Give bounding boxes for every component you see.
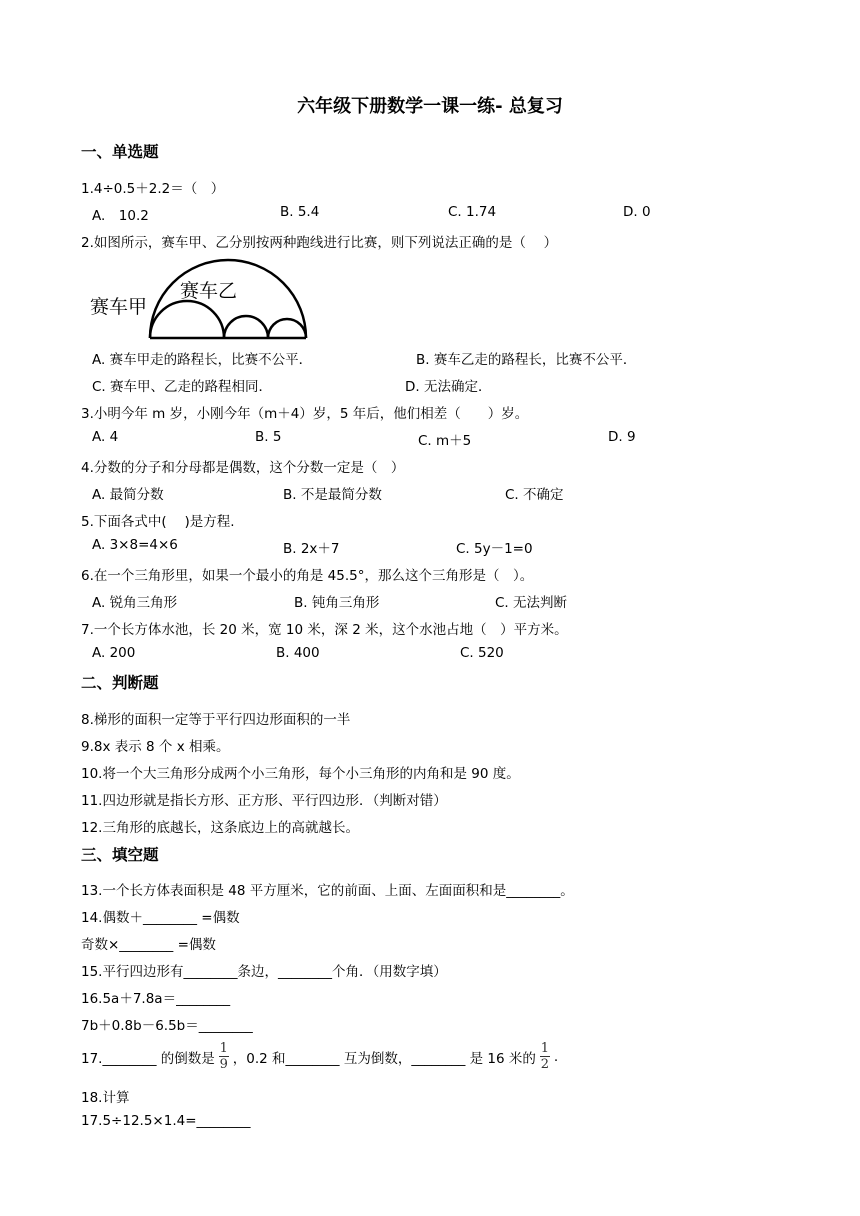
section-heading-fill-blank: 三、填空题 <box>81 846 159 864</box>
q6-option-a: A. 锐角三角形 <box>92 595 178 611</box>
q1-option-d: D. 0 <box>623 204 651 220</box>
q7-option-c: C. 520 <box>460 645 504 661</box>
question-13: 13.一个长方体表面积是 48 平方厘米，它的前面、上面、左面面积和是________。 <box>81 883 574 899</box>
question-6: 6.在一个三角形里，如果一个最小的角是 45.5°，那么这个三角形是（ ）。 <box>81 568 534 584</box>
question-14-line-2: 奇数×________ =偶数 <box>81 937 216 953</box>
q2-option-b: B. 赛车乙走的路程长，比赛不公平． <box>416 352 637 368</box>
section-heading-single-choice: 一、单选题 <box>81 143 159 161</box>
q3-option-b: B. 5 <box>255 429 282 445</box>
fraction-numerator: 1 <box>540 1041 550 1056</box>
q5-option-b: B. 2x＋7 <box>283 541 340 557</box>
small-semicircle-1 <box>150 301 224 338</box>
fraction-denominator: 9 <box>219 1057 228 1072</box>
question-1: 1.4÷0.5＋2.2＝（ ） <box>81 181 225 197</box>
question-17 <box>81 1042 558 1071</box>
question-5: 5.下面各式中( )是方程. <box>81 514 235 530</box>
question-3: 3.小明今年 m 岁，小刚今年（m＋4）岁，5 年后，他们相差（ ）岁。 <box>81 406 529 422</box>
q17-part-1: 17.________ 的倒数是 <box>81 1050 215 1067</box>
q6-option-c: C. 无法判断 <box>495 595 568 611</box>
question-14-line-1: 14.偶数＋________ =偶数 <box>81 910 240 926</box>
q5-option-a: A. 3×8=4×6 <box>92 537 178 553</box>
question-15: 15.平行四边形有________条边，________个角．（用数字填） <box>81 964 447 980</box>
question-18-item-1: 17.5÷12.5×1.4=________ <box>81 1113 251 1129</box>
label-car-a: 赛车甲 <box>90 296 148 318</box>
question-16-line-2: 7b＋0.8b－6.5b＝________ <box>81 1018 253 1034</box>
label-car-b: 赛车乙 <box>180 280 238 302</box>
small-semicircle-3 <box>268 319 306 338</box>
question-16-line-1: 16.5a＋7.8a＝________ <box>81 991 231 1007</box>
q1-option-a: A. 10.2 <box>92 208 149 224</box>
question-4: 4.分数的分子和分母都是偶数，这个分数一定是（ ） <box>81 460 405 476</box>
q1-option-b: B. 5.4 <box>280 204 320 220</box>
q4-option-b: B. 不是最简分数 <box>283 487 382 503</box>
question-11: 11.四边形就是指长方形、正方形、平行四边形．（判断对错） <box>81 793 447 809</box>
fraction-denominator: 2 <box>540 1057 550 1072</box>
q2-option-c: C. 赛车甲、乙走的路程相同． <box>92 379 273 395</box>
q3-option-a: A. 4 <box>92 429 119 445</box>
race-track-diagram <box>88 255 313 345</box>
q17-part-3: . <box>553 1048 559 1065</box>
small-semicircle-2 <box>224 316 268 338</box>
question-7: 7.一个长方体水池，长 20 米，宽 10 米，深 2 米，这个水池占地（ ）平方米。 <box>81 622 568 638</box>
q17-part-2: ，0.2 和________ 互为倒数，________ 是 16 米的 <box>232 1050 536 1067</box>
section-heading-true-false: 二、判断题 <box>81 674 159 692</box>
question-2: 2.如图所示，赛车甲、乙分别按两种跑线进行比赛，则下列说法正确的是（ ） <box>81 235 558 251</box>
fraction-one-half <box>540 1042 550 1071</box>
question-12: 12.三角形的底越长，这条底边上的高就越长。 <box>81 820 359 836</box>
question-10: 10.将一个大三角形分成两个小三角形，每个小三角形的内角和是 90 度。 <box>81 766 520 782</box>
question-9: 9.8x 表示 8 个 x 相乘。 <box>81 739 230 755</box>
question-8: 8.梯形的面积一定等于平行四边形面积的一半 <box>81 712 351 728</box>
q6-option-b: B. 钝角三角形 <box>294 595 380 611</box>
page-title: 六年级下册数学一课一练- 总复习 <box>297 96 563 117</box>
q1-option-c: C. 1.74 <box>448 204 497 220</box>
q4-option-c: C. 不确定 <box>505 487 564 503</box>
question-18: 18.计算 <box>81 1090 130 1106</box>
q5-option-c: C. 5y－1=0 <box>456 541 533 557</box>
q7-option-b: B. 400 <box>276 645 320 661</box>
q7-option-a: A. 200 <box>92 645 136 661</box>
q3-option-d: D. 9 <box>608 429 636 445</box>
q3-option-c: C. m＋5 <box>418 433 472 449</box>
q4-option-a: A. 最简分数 <box>92 487 164 503</box>
fraction-one-ninth <box>219 1042 229 1071</box>
q2-option-d: D. 无法确定． <box>405 379 492 395</box>
q2-option-a: A. 赛车甲走的路程长，比赛不公平． <box>92 352 313 368</box>
fraction-numerator: 1 <box>219 1041 228 1056</box>
